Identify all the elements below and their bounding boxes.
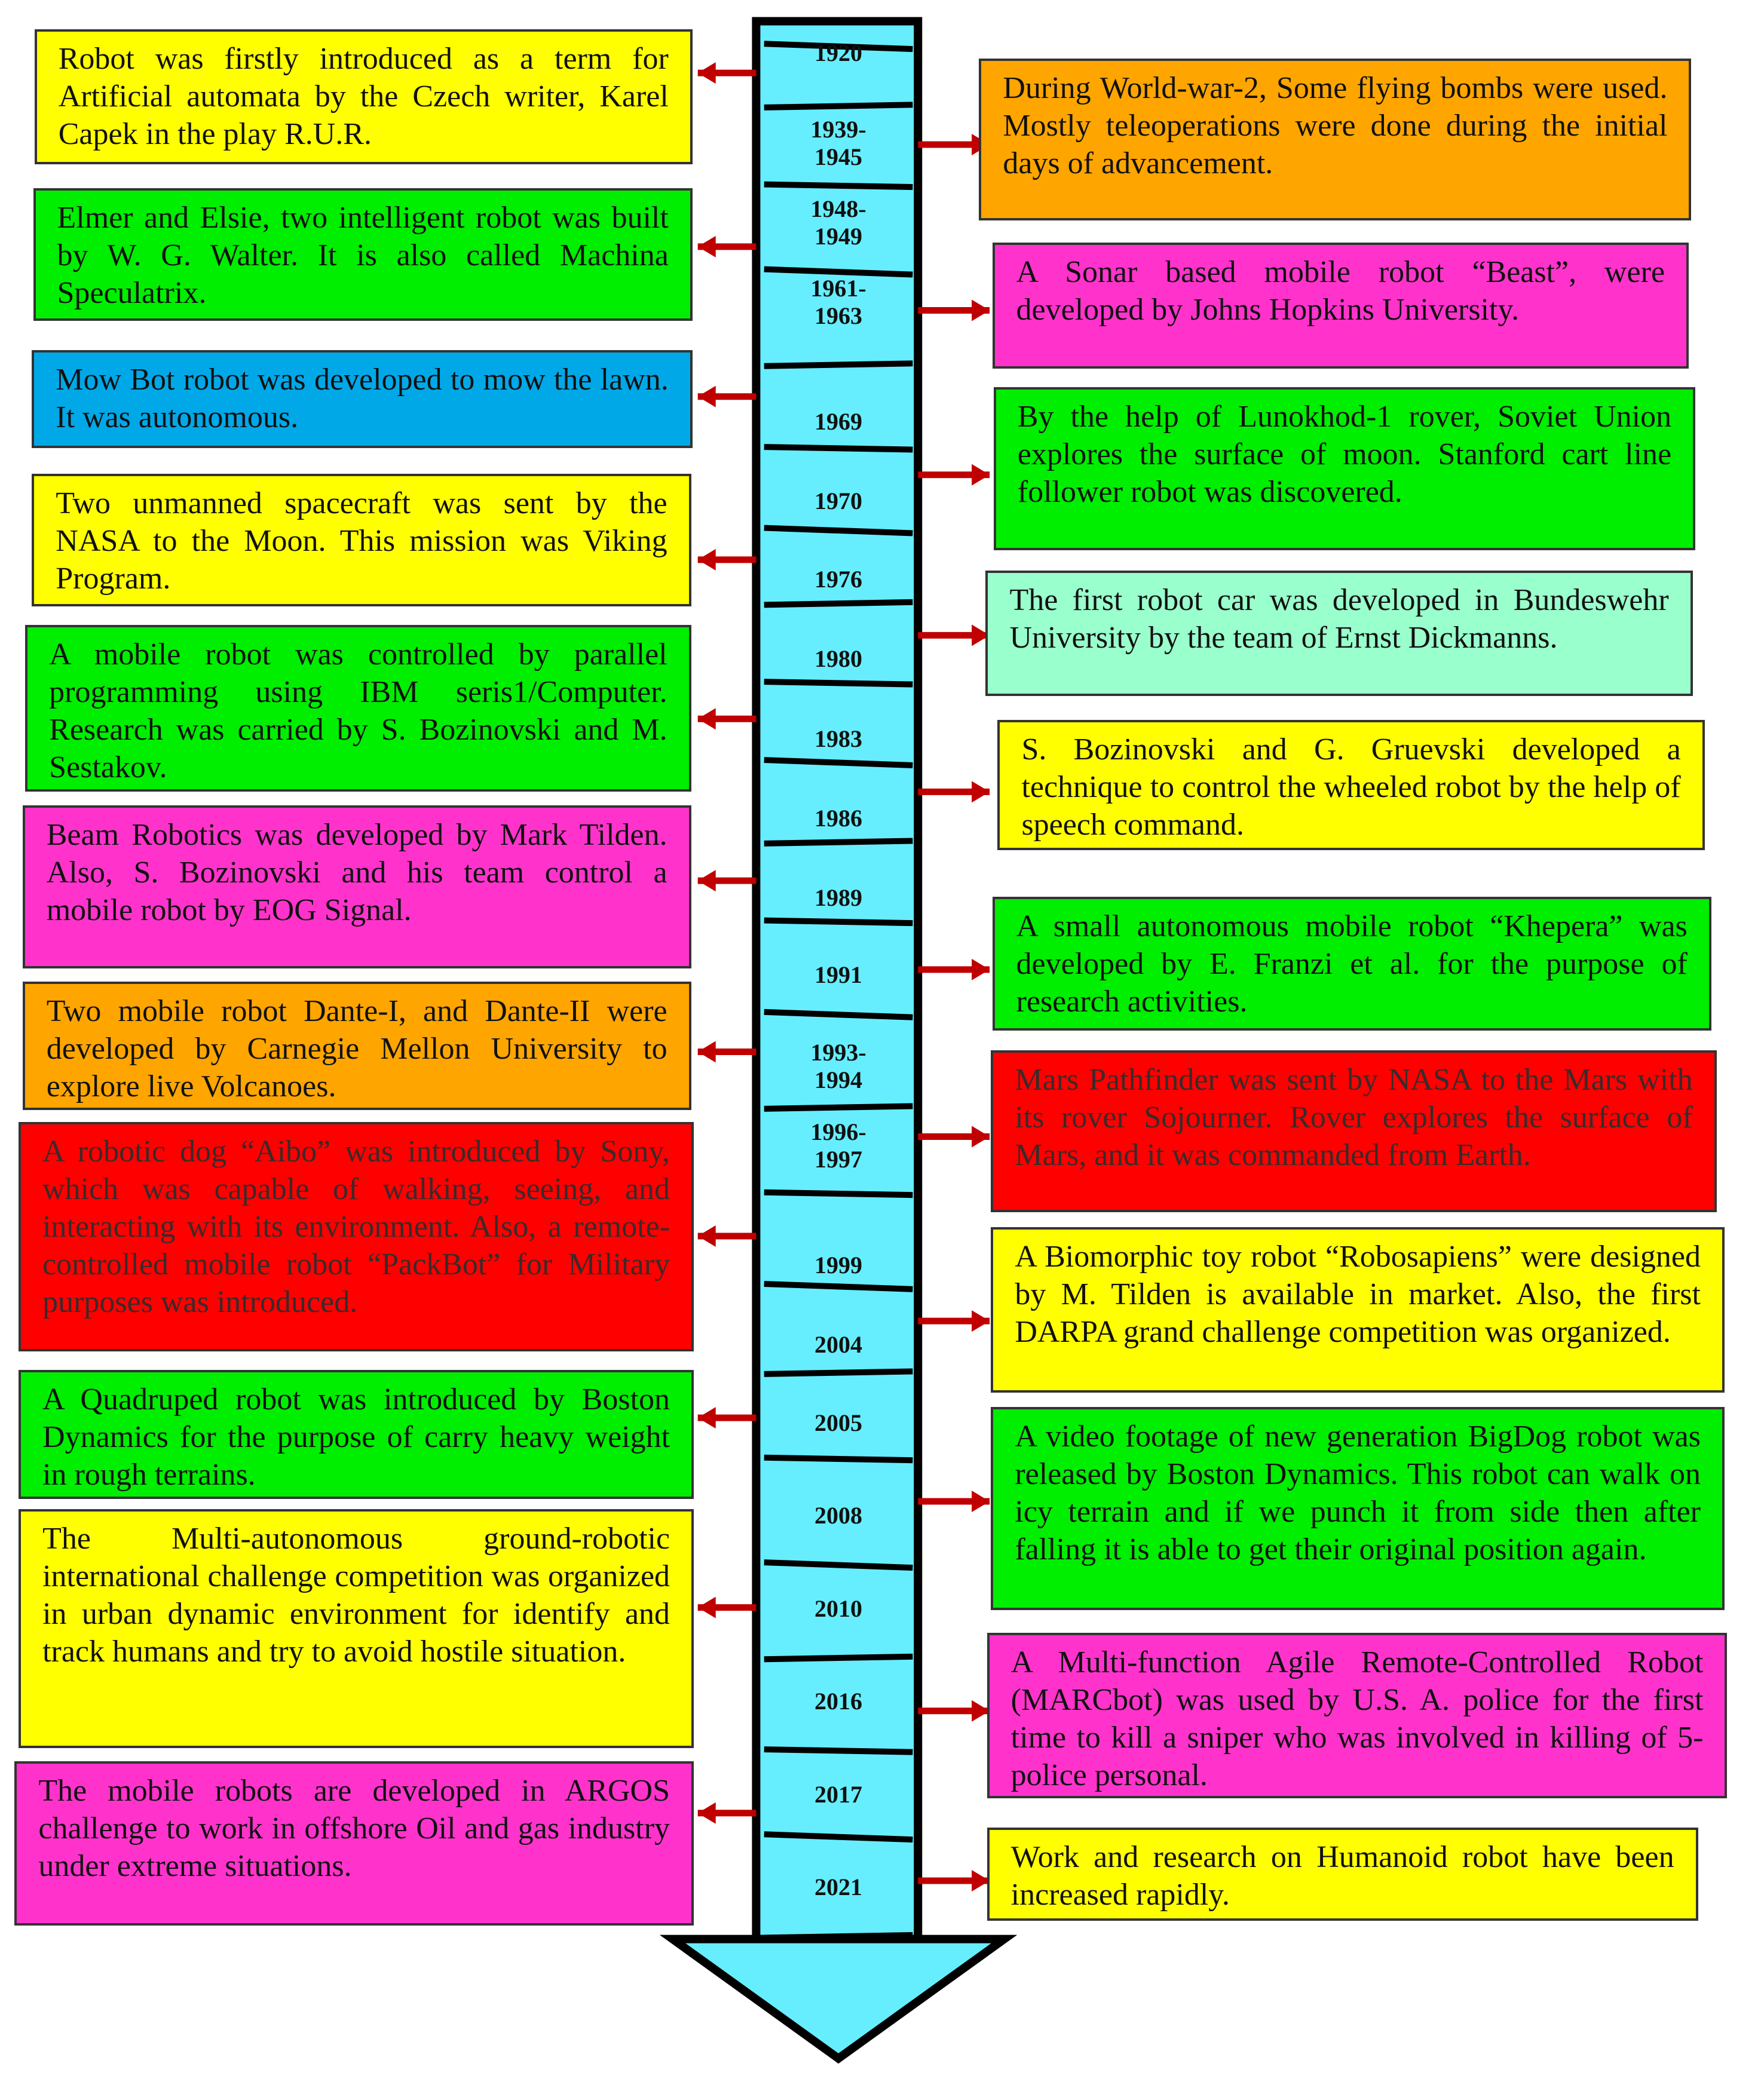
right-connector-arrow bbox=[918, 1491, 990, 1512]
left-event-box: Mow Bot robot was developed to mow the lawn. It was autonomous. bbox=[32, 350, 693, 448]
right-event-box: Work and research on Humanoid robot have been increased rapidly. bbox=[987, 1828, 1698, 1920]
left-connector-arrow bbox=[698, 1597, 757, 1618]
year-label: 1976 bbox=[814, 566, 863, 593]
year-label: 1948- 1949 bbox=[810, 195, 866, 250]
left-connector-arrow bbox=[698, 1802, 757, 1824]
left-connector-arrow bbox=[698, 1225, 757, 1247]
timeline-divider bbox=[764, 447, 913, 449]
timeline-divider bbox=[764, 105, 913, 107]
right-event-box: A small autonomous mobile robot “Khepera” was developed by E. Franzi et al. for the purpose of research activities. bbox=[993, 897, 1711, 1031]
year-label: 1989 bbox=[814, 884, 863, 911]
right-connector-arrow bbox=[918, 781, 990, 802]
year-label: 1983 bbox=[814, 725, 863, 752]
left-event-box: A robotic dog “Aibo” was introduced by Sony, which was capable of walking, seeing, and interacting with its environment. Also, a remote-controlled mobile robot “PackBot” for Military purposes was introduced. bbox=[19, 1122, 694, 1351]
left-event-box: Two mobile robot Dante-I, and Dante-II were developed by Carnegie Mellon University to explore live Volcanoes. bbox=[23, 982, 691, 1110]
left-connector-arrow bbox=[698, 549, 757, 571]
right-event-box: During World-war-2, Some flying bombs were used. Mostly teleoperations were done during the initial days of advancement. bbox=[979, 59, 1691, 220]
timeline-arrow-head bbox=[673, 1939, 1004, 2059]
timeline-divider bbox=[764, 363, 913, 366]
timeline-divider bbox=[764, 682, 913, 684]
left-event-box: A mobile robot was controlled by parallel programming using IBM seris1/Computer. Research was carried by S. Bozinovski and M. Sestakov. bbox=[25, 625, 691, 792]
right-connector-arrow bbox=[918, 1310, 990, 1332]
year-label: 1986 bbox=[814, 804, 863, 832]
timeline-divider bbox=[764, 1458, 913, 1460]
right-event-box: A Sonar based mobile robot “Beast”, were developed by Johns Hopkins University. bbox=[993, 243, 1689, 369]
year-label: 1991 bbox=[814, 961, 863, 988]
left-event-box: Elmer and Elsie, two intelligent robot was built by W. G. Walter. It is also called Machina Speculatrix. bbox=[33, 188, 693, 321]
left-event-box: The Multi-autonomous ground-robotic international challenge competition was organized in urban dynamic environment for identify and track humans and try to avoid hostile situation. bbox=[19, 1509, 694, 1748]
timeline-divider bbox=[764, 602, 913, 605]
right-connector-arrow bbox=[918, 1700, 990, 1722]
year-label: 1970 bbox=[814, 488, 863, 515]
timeline-divider bbox=[764, 1657, 913, 1659]
year-label: 1996- 1997 bbox=[810, 1118, 866, 1173]
year-label: 2010 bbox=[814, 1595, 863, 1622]
year-label: 1969 bbox=[814, 407, 863, 435]
right-event-box: A Biomorphic toy robot “Robosapiens” were designed by M. Tilden is available in market. Also, the first DARPA grand challenge competition was organized. bbox=[991, 1227, 1725, 1393]
year-label: 2016 bbox=[814, 1688, 863, 1715]
right-connector-arrow bbox=[918, 1126, 990, 1148]
right-event-box: A Multi-function Agile Remote-Controlled Robot (MARCbot) was used by U.S. A. police for the first time to kill a sniper who was involved in killing of 5-police personal. bbox=[987, 1633, 1728, 1799]
timeline-divider bbox=[764, 185, 913, 187]
right-connector-arrow bbox=[918, 464, 990, 486]
year-label: 2005 bbox=[814, 1409, 863, 1437]
left-event-box: Beam Robotics was developed by Mark Tilden. Also, S. Bozinovski and his team control a mobile robot by EOG Signal. bbox=[23, 805, 691, 968]
right-connector-arrow bbox=[918, 624, 990, 646]
right-connector-arrow bbox=[918, 1870, 990, 1891]
left-event-box: A Quadruped robot was introduced by Boston Dynamics for the purpose of carry heavy weight in rough terrains. bbox=[19, 1370, 694, 1498]
timeline-divider bbox=[764, 1106, 913, 1108]
year-label: 2021 bbox=[814, 1874, 863, 1901]
timeline-divider bbox=[764, 1935, 913, 1937]
left-connector-arrow bbox=[698, 236, 757, 257]
year-label: 2008 bbox=[814, 1502, 863, 1529]
timeline-divider bbox=[764, 1749, 913, 1752]
timeline-divider bbox=[764, 841, 913, 843]
left-connector-arrow bbox=[698, 870, 757, 891]
left-connector-arrow bbox=[698, 1041, 757, 1062]
year-label: 1939- 1945 bbox=[810, 115, 866, 170]
left-connector-arrow bbox=[698, 708, 757, 729]
year-label: 2004 bbox=[814, 1331, 863, 1359]
right-event-box: S. Bozinovski and G. Gruevski developed a technique to control the wheeled robot by the help of speech command. bbox=[997, 720, 1704, 850]
timeline-divider bbox=[764, 921, 913, 923]
left-event-box: The mobile robots are developed in ARGOS challenge to work in offshore Oil and gas industry under extreme situations. bbox=[14, 1761, 694, 1926]
timeline-divider bbox=[764, 1192, 913, 1195]
right-event-box: The first robot car was developed in Bundeswehr University by the team of Ernst Dickmanns. bbox=[985, 571, 1692, 697]
timeline-divider bbox=[764, 1371, 913, 1374]
left-event-box: Two unmanned spacecraft was sent by the NASA to the Moon. This mission was Viking Program. bbox=[32, 474, 691, 606]
left-connector-arrow bbox=[698, 62, 757, 84]
year-label: 1920 bbox=[814, 39, 863, 66]
year-label: 2017 bbox=[814, 1780, 863, 1808]
year-label: 1993- 1994 bbox=[810, 1038, 866, 1093]
year-label: 1980 bbox=[814, 645, 863, 673]
left-event-box: Robot was firstly introduced as a term for Artificial automata by the Czech writer, Karel Capek in the play R.U.R. bbox=[35, 29, 693, 164]
right-event-box: Mars Pathfinder was sent by NASA to the Mars with its rover Sojourner. Rover explores the surface of Mars, and it was commanded from Earth. bbox=[991, 1050, 1716, 1212]
right-connector-arrow bbox=[918, 299, 990, 321]
right-event-box: A video footage of new generation BigDog robot was released by Boston Dynamics. This robot can walk on icy terrain and if we punch it from side then after falling it is able to get their original position again. bbox=[991, 1407, 1725, 1610]
year-label: 1999 bbox=[814, 1251, 863, 1279]
left-connector-arrow bbox=[698, 1407, 757, 1428]
year-label: 1961- 1963 bbox=[810, 275, 866, 330]
right-event-box: By the help of Lunokhod-1 rover, Soviet Union explores the surface of moon. Stanford cart line follower robot was discovered. bbox=[994, 387, 1695, 550]
right-connector-arrow bbox=[918, 959, 990, 980]
left-connector-arrow bbox=[698, 386, 757, 407]
